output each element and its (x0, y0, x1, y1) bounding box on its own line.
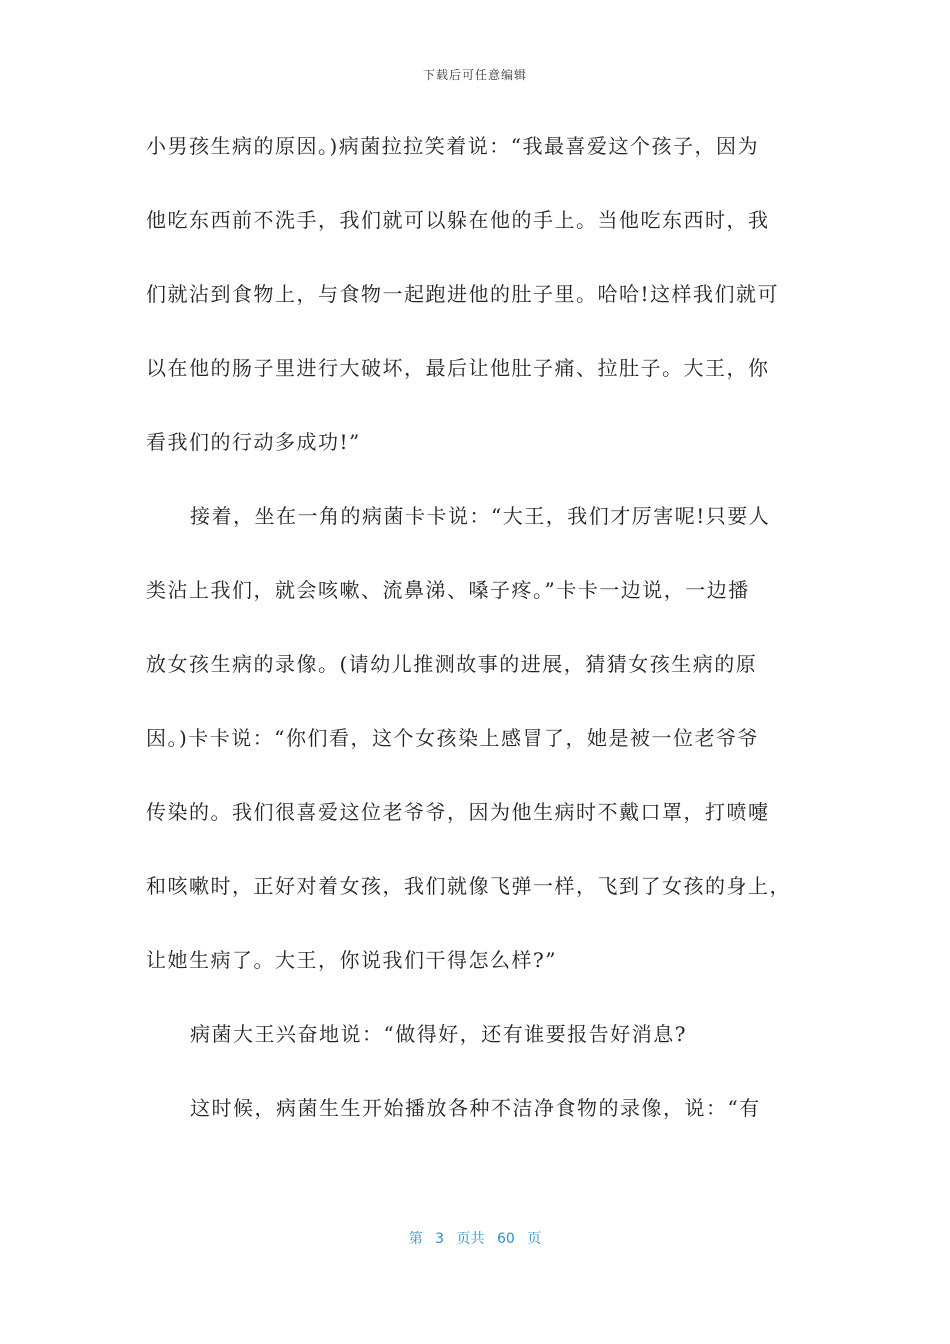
text-line: 小男孩生病的原因。)病菌拉拉笑着说：“我最喜爱这个孩子，因为 (146, 134, 760, 158)
page-header: 下载后可任意编辑 (422, 68, 527, 82)
text-line: 类沾上我们，就会咳嗽、流鼻涕、嗓子疼。”卡卡一边说，一边播 (146, 578, 750, 602)
page-label-suffix: 页 (527, 1231, 542, 1247)
page-footer (0, 1228, 950, 1248)
paragraph-start-line: 这时候，病菌生生开始播放各种不洁净食物的录像，说：“有 (190, 1096, 761, 1120)
text-line: 传染的。我们很喜爱这位老爷爷，因为他生病时不戴口罩，打喷嚏 (146, 800, 770, 824)
page-label-mid: 页共 (456, 1231, 485, 1247)
text-line: 以在他的肠子里进行大破坏，最后让他肚子痛、拉肚子。大王，你 (146, 356, 770, 380)
paragraph-start-line: 病菌大王兴奋地说：“做得好，还有谁要报告好消息? (190, 1022, 687, 1046)
text-line: 因。)卡卡说：“你们看，这个女孩染上感冒了，她是被一位老爷爷 (146, 726, 760, 750)
document-body (146, 126, 810, 1162)
current-page-number: 3 (435, 1231, 445, 1247)
text-line: 他吃东西前不洗手，我们就可以躲在他的手上。当他吃东西时，我 (146, 208, 770, 232)
paragraph-start-line: 接着，坐在一角的病菌卡卡说：“大王，我们才厉害呢!只要人 (190, 504, 771, 528)
text-line: 让她生病了。大王，你说我们干得怎么样?” (146, 948, 557, 972)
text-line: 放女孩生病的录像。(请幼儿推测故事的进展，猜猜女孩生病的原 (146, 652, 758, 676)
total-pages-number: 60 (497, 1231, 515, 1247)
page-label-prefix: 第 (408, 1231, 423, 1247)
text-line: 们就沾到食物上，与食物一起跑进他的肚子里。哈哈!这样我们就可 (146, 282, 780, 306)
text-line: 和咳嗽时，正好对着女孩，我们就像飞弹一样，飞到了女孩的身上， (146, 874, 791, 898)
text-line: 看我们的行动多成功!” (146, 430, 361, 454)
